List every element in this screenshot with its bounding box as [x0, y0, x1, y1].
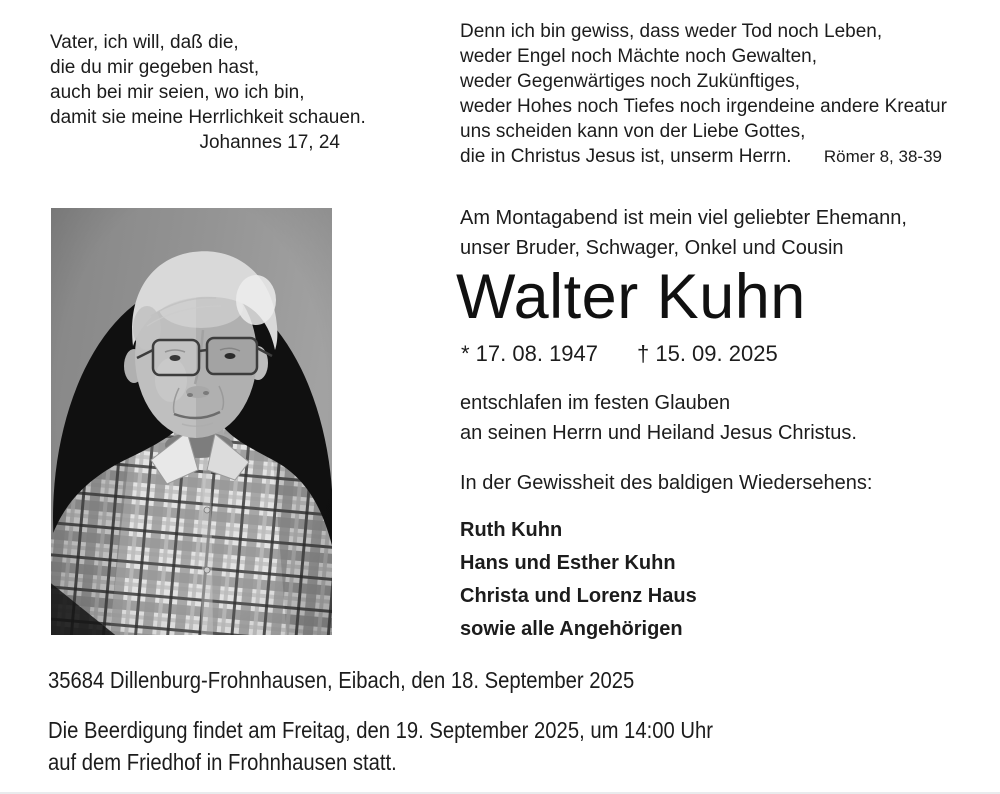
- verse-line: Vater, ich will, daß die,: [50, 32, 239, 53]
- verse-line: uns scheiden kann von der Liebe Gottes,: [460, 121, 806, 142]
- verse-line: damit sie meine Herrlichkeit schauen.: [50, 107, 366, 128]
- verse-reference: Römer 8, 38-39: [823, 147, 942, 166]
- place-and-date: 35684 Dillenburg-Frohnhausen, Eibach, den 18. September 2025: [48, 667, 635, 693]
- verse-line: die du mir gegeben hast,: [50, 57, 260, 78]
- birth-date: * 17. 08. 1947: [461, 341, 599, 366]
- announcement-intro: [460, 203, 907, 263]
- verse-line: auch bei mir seien, wo ich bin,: [50, 82, 305, 103]
- photo-vignette: [51, 208, 332, 635]
- bible-verse-right: [460, 19, 947, 169]
- faith-line: entschlafen im festen Glauben: [460, 392, 731, 414]
- mourners-list: [460, 514, 697, 646]
- reunion-line: In der Gewissheit des baldigen Wiedersehens:: [460, 472, 873, 494]
- verse-line: weder Hohes noch Tiefes noch irgendeine andere Kreatur: [460, 96, 947, 117]
- mourner-name: Ruth Kuhn: [460, 519, 563, 541]
- verse-line: die in Christus Jesus ist, unserm Herrn.: [460, 146, 792, 167]
- verse-line: weder Engel noch Mächte noch Gewalten,: [460, 46, 817, 67]
- faith-line: an seinen Herrn und Heiland Jesus Christus.: [460, 422, 857, 444]
- mourner-name: sowie alle Angehörigen: [460, 618, 683, 640]
- intro-line: Am Montagabend ist mein viel geliebter Ehemann,: [460, 207, 907, 229]
- intro-line: unser Bruder, Schwager, Onkel und Cousin: [460, 237, 844, 259]
- faith-statement: [460, 388, 857, 448]
- death-date: † 15. 09. 2025: [637, 341, 778, 366]
- verse-reference: Johannes 17, 24: [199, 132, 340, 153]
- mourner-name: Christa und Lorenz Haus: [460, 585, 697, 607]
- mourner-name: Hans und Esther Kuhn: [460, 552, 676, 574]
- verse-line: Denn ich bin gewiss, dass weder Tod noch Leben,: [460, 21, 883, 42]
- bible-verse-left: [50, 30, 366, 155]
- life-dates: [461, 341, 778, 367]
- funeral-line: Die Beerdigung findet am Freitag, den 19. September 2025, um 14:00 Uhr: [48, 717, 713, 743]
- funeral-information: [48, 714, 805, 778]
- portrait-photo: [51, 208, 332, 635]
- verse-line: weder Gegenwärtiges noch Zukünftiges,: [460, 71, 801, 92]
- deceased-name: Walter Kuhn: [456, 262, 806, 332]
- funeral-line: auf dem Friedhof in Frohnhausen statt.: [48, 749, 397, 775]
